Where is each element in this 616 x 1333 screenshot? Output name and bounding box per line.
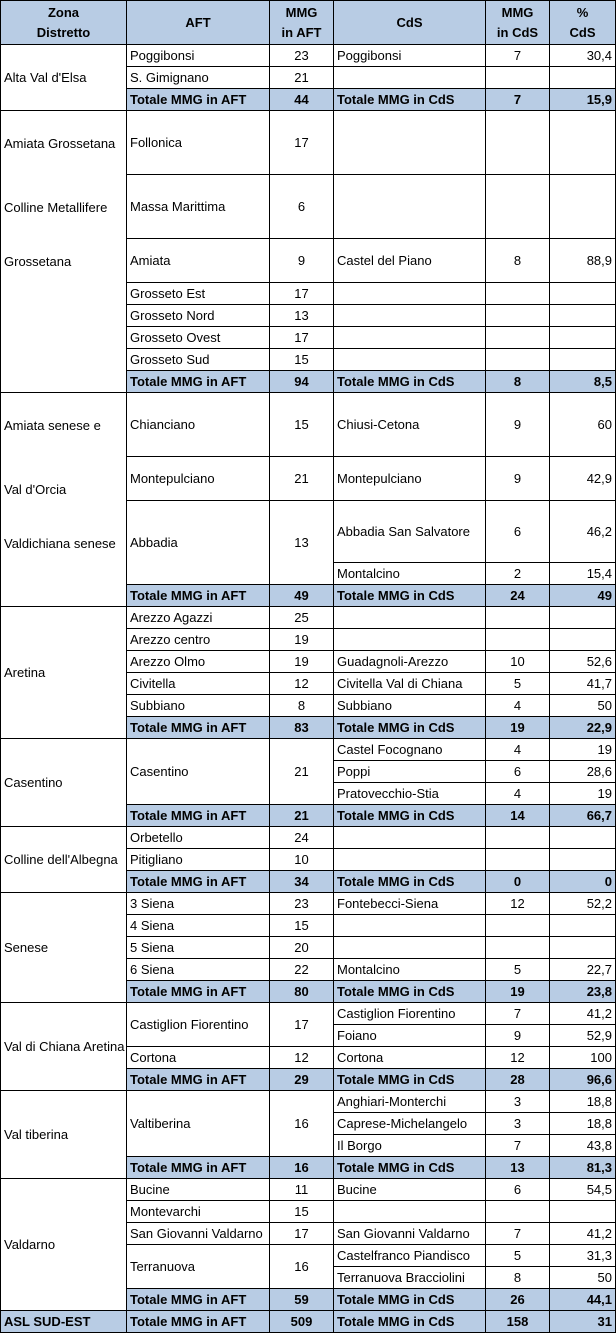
aft-name: Castiglion Fiorentino — [127, 1003, 270, 1047]
mmg-cds-value: 2 — [486, 563, 550, 585]
total-cds-label: Totale MMG in CdS — [334, 805, 486, 827]
mmg-aft-value: 13 — [270, 305, 334, 327]
table-row — [1, 1179, 616, 1201]
cds-name: Abbadia San Salvatore — [334, 501, 486, 563]
zona-name: Colline Metallifere — [4, 199, 108, 215]
pct-cds-value: 88,9 — [550, 239, 616, 283]
total-cds-label: Totale MMG in CdS — [334, 371, 486, 393]
pct-cds-value: 41,2 — [550, 1003, 616, 1025]
mmg-cds-value: 3 — [486, 1113, 550, 1135]
mmg-aft-value: 21 — [270, 739, 334, 805]
total-cds-label: Totale MMG in CdS — [334, 1289, 486, 1311]
pct-cds-value: 28,6 — [550, 761, 616, 783]
header-pct-cds — [550, 1, 616, 45]
total-pct-cds: 0 — [550, 871, 616, 893]
zona-cell — [1, 1003, 127, 1091]
cds-name: Montepulciano — [334, 457, 486, 501]
pct-cds-value: 52,2 — [550, 893, 616, 915]
cds-name: Pratovecchio-Stia — [334, 783, 486, 805]
table-body — [1, 1, 616, 1333]
total-mmg-cds: 0 — [486, 871, 550, 893]
grand-aft-label: Totale MMG in AFT — [127, 1311, 270, 1333]
cds-name — [334, 1201, 486, 1223]
zona-cell — [1, 45, 127, 111]
aft-name: Arezzo Agazzi — [127, 607, 270, 629]
header-row — [1, 1, 616, 45]
zona-name: Casentino — [4, 775, 63, 790]
mmg-cds-value: 6 — [486, 501, 550, 563]
aft-name: 6 Siena — [127, 959, 270, 981]
header-cds: CdS — [334, 1, 486, 45]
table-row — [1, 45, 616, 67]
total-mmg-cds: 19 — [486, 981, 550, 1003]
mmg-cds-value — [486, 305, 550, 327]
total-mmg-aft: 34 — [270, 871, 334, 893]
total-pct-cds: 66,7 — [550, 805, 616, 827]
aft-name: S. Gimignano — [127, 67, 270, 89]
total-pct-cds: 23,8 — [550, 981, 616, 1003]
cds-name — [334, 349, 486, 371]
total-mmg-aft: 59 — [270, 1289, 334, 1311]
mmg-aft-value: 17 — [270, 1223, 334, 1245]
mmg-cds-value: 9 — [486, 393, 550, 457]
mmg-aft-value: 23 — [270, 893, 334, 915]
pct-cds-value — [550, 305, 616, 327]
cds-name: Poggibonsi — [334, 45, 486, 67]
mmg-cds-value: 5 — [486, 959, 550, 981]
aft-name: Grosseto Sud — [127, 349, 270, 371]
pct-cds-value: 100 — [550, 1047, 616, 1069]
pct-cds-value: 19 — [550, 783, 616, 805]
mmg-aft-value: 11 — [270, 1179, 334, 1201]
total-pct-cds: 81,3 — [550, 1157, 616, 1179]
total-mmg-aft: 44 — [270, 89, 334, 111]
mmg-cds-value: 8 — [486, 239, 550, 283]
total-mmg-aft: 94 — [270, 371, 334, 393]
total-aft-label: Totale MMG in AFT — [127, 371, 270, 393]
mmg-cds-value: 9 — [486, 457, 550, 501]
pct-cds-value: 54,5 — [550, 1179, 616, 1201]
total-aft-label: Totale MMG in AFT — [127, 89, 270, 111]
total-mmg-aft: 29 — [270, 1069, 334, 1091]
header-mmg-aft-line2: in AFT — [281, 24, 322, 40]
mmg-aft-value: 16 — [270, 1091, 334, 1157]
pct-cds-value: 19 — [550, 739, 616, 761]
total-cds-label: Totale MMG in CdS — [334, 717, 486, 739]
zona-name: Aretina — [4, 665, 46, 680]
total-cds-label: Totale MMG in CdS — [334, 1069, 486, 1091]
total-pct-cds: 49 — [550, 585, 616, 607]
mmg-aft-value: 13 — [270, 501, 334, 585]
aft-name: Civitella — [127, 673, 270, 695]
total-mmg-aft: 83 — [270, 717, 334, 739]
mmg-aft-value: 22 — [270, 959, 334, 981]
aft-name: Grosseto Est — [127, 283, 270, 305]
cds-name: Montalcino — [334, 959, 486, 981]
total-mmg-cds: 7 — [486, 89, 550, 111]
mmg-cds-value — [486, 1201, 550, 1223]
total-mmg-aft: 80 — [270, 981, 334, 1003]
zona-cell — [1, 827, 127, 893]
aft-name: Cortona — [127, 1047, 270, 1069]
zona-cell — [1, 111, 127, 393]
pct-cds-value — [550, 349, 616, 371]
total-pct-cds: 8,5 — [550, 371, 616, 393]
cds-name: Chiusi-Cetona — [334, 393, 486, 457]
total-mmg-aft: 49 — [270, 585, 334, 607]
mmg-aft-value: 16 — [270, 1245, 334, 1289]
mmg-aft-value: 12 — [270, 673, 334, 695]
mmg-aft-value: 17 — [270, 327, 334, 349]
mmg-cds-value: 5 — [486, 1245, 550, 1267]
aft-name: Amiata — [127, 239, 270, 283]
table-row — [1, 1091, 616, 1113]
total-aft-label: Totale MMG in AFT — [127, 805, 270, 827]
table-row — [1, 111, 616, 175]
cds-name — [334, 629, 486, 651]
aft-name: Chianciano — [127, 393, 270, 457]
aft-name: Grosseto Nord — [127, 305, 270, 327]
mmg-cds-value — [486, 283, 550, 305]
zona-cell — [1, 607, 127, 739]
aft-name: Orbetello — [127, 827, 270, 849]
aft-name: Grosseto Ovest — [127, 327, 270, 349]
cds-name — [334, 327, 486, 349]
cds-name: Castel del Piano — [334, 239, 486, 283]
mmg-aft-value: 15 — [270, 1201, 334, 1223]
mmg-aft-value: 17 — [270, 1003, 334, 1047]
mmg-aft-value: 19 — [270, 629, 334, 651]
aft-name: Abbadia — [127, 501, 270, 585]
pct-cds-value: 43,8 — [550, 1135, 616, 1157]
mmg-cds-value: 4 — [486, 783, 550, 805]
zona-name: Valdarno — [4, 1237, 56, 1252]
grand-label: ASL SUD-EST — [1, 1311, 127, 1333]
total-cds-label: Totale MMG in CdS — [334, 871, 486, 893]
total-cds-label: Totale MMG in CdS — [334, 89, 486, 111]
total-mmg-cds: 19 — [486, 717, 550, 739]
total-pct-cds: 22,9 — [550, 717, 616, 739]
aft-name: 3 Siena — [127, 893, 270, 915]
aft-name: Valtiberina — [127, 1091, 270, 1157]
grand-total-row — [1, 1311, 616, 1333]
header-zona-line2: Distretto — [36, 24, 91, 40]
mmg-cds-value: 10 — [486, 651, 550, 673]
header-pct-line1: % — [576, 4, 589, 20]
mmg-aft-value: 23 — [270, 45, 334, 67]
mmg-aft-value: 15 — [270, 349, 334, 371]
mmg-aft-value: 25 — [270, 607, 334, 629]
mmg-cds-value — [486, 827, 550, 849]
cds-name: Anghiari-Monterchi — [334, 1091, 486, 1113]
mmg-cds-value: 7 — [486, 1003, 550, 1025]
mmg-cds-value — [486, 349, 550, 371]
pct-cds-value: 41,7 — [550, 673, 616, 695]
aft-name: San Giovanni Valdarno — [127, 1223, 270, 1245]
mmg-cds-value — [486, 175, 550, 239]
pct-cds-value — [550, 937, 616, 959]
cds-name: Civitella Val di Chiana — [334, 673, 486, 695]
cds-name: Castiglion Fiorentino — [334, 1003, 486, 1025]
mmg-cds-value: 12 — [486, 893, 550, 915]
pct-cds-value — [550, 915, 616, 937]
mmg-aft-value: 15 — [270, 393, 334, 457]
pct-cds-value: 52,6 — [550, 651, 616, 673]
mmg-cds-value: 12 — [486, 1047, 550, 1069]
table-row — [1, 893, 616, 915]
zona-cell — [1, 739, 127, 827]
header-mmg-cds-line2: in CdS — [496, 24, 539, 40]
cds-name: Foiano — [334, 1025, 486, 1047]
pct-cds-value — [550, 67, 616, 89]
aft-name: Montevarchi — [127, 1201, 270, 1223]
header-mmg-aft-line1: MMG — [285, 4, 318, 20]
total-mmg-cds: 8 — [486, 371, 550, 393]
total-aft-label: Totale MMG in AFT — [127, 981, 270, 1003]
aft-name: Arezzo Olmo — [127, 651, 270, 673]
header-mmg-cds — [486, 1, 550, 45]
total-mmg-cds: 14 — [486, 805, 550, 827]
pct-cds-value — [550, 607, 616, 629]
aft-name: Pitigliano — [127, 849, 270, 871]
pct-cds-value: 60 — [550, 393, 616, 457]
mmg-cds-value: 7 — [486, 45, 550, 67]
mmg-aft-value: 17 — [270, 111, 334, 175]
mmg-aft-value: 10 — [270, 849, 334, 871]
mmg-cds-value — [486, 937, 550, 959]
cds-name: Cortona — [334, 1047, 486, 1069]
pct-cds-value — [550, 111, 616, 175]
total-mmg-cds: 28 — [486, 1069, 550, 1091]
pct-cds-value — [550, 327, 616, 349]
total-aft-label: Totale MMG in AFT — [127, 1069, 270, 1091]
mmg-cds-value — [486, 111, 550, 175]
total-mmg-cds: 26 — [486, 1289, 550, 1311]
cds-name — [334, 937, 486, 959]
mmg-cds-value: 4 — [486, 695, 550, 717]
aft-name: 5 Siena — [127, 937, 270, 959]
zona-name: Amiata senese e — [4, 417, 101, 433]
mmg-aft-value: 21 — [270, 457, 334, 501]
total-pct-cds: 44,1 — [550, 1289, 616, 1311]
aft-name: Poggibonsi — [127, 45, 270, 67]
aft-name: Arezzo centro — [127, 629, 270, 651]
mmg-cds-value — [486, 607, 550, 629]
table-row — [1, 393, 616, 457]
mmg-cds-value — [486, 849, 550, 871]
total-pct-cds: 96,6 — [550, 1069, 616, 1091]
mmg-cds-value: 5 — [486, 673, 550, 695]
pct-cds-value: 15,4 — [550, 563, 616, 585]
zona-cell — [1, 1179, 127, 1311]
pct-cds-value — [550, 629, 616, 651]
aft-name: Casentino — [127, 739, 270, 805]
mmg-cds-value: 7 — [486, 1135, 550, 1157]
grand-mmg-aft: 509 — [270, 1311, 334, 1333]
header-mmg-aft — [270, 1, 334, 45]
mmg-aft-value: 6 — [270, 175, 334, 239]
cds-name: Castel Focognano — [334, 739, 486, 761]
total-mmg-cds: 13 — [486, 1157, 550, 1179]
cds-name: Bucine — [334, 1179, 486, 1201]
total-mmg-cds: 24 — [486, 585, 550, 607]
mmg-aft-value: 17 — [270, 283, 334, 305]
total-cds-label: Totale MMG in CdS — [334, 981, 486, 1003]
pct-cds-value — [550, 283, 616, 305]
grand-cds-label: Totale MMG in CdS — [334, 1311, 486, 1333]
zona-name: Val di Chiana Aretina — [4, 1039, 125, 1054]
pct-cds-value: 31,3 — [550, 1245, 616, 1267]
mmg-aft-value: 15 — [270, 915, 334, 937]
cds-name — [334, 67, 486, 89]
pct-cds-value: 42,9 — [550, 457, 616, 501]
pct-cds-value — [550, 1201, 616, 1223]
total-cds-label: Totale MMG in CdS — [334, 585, 486, 607]
mmg-aft-value: 8 — [270, 695, 334, 717]
cds-name — [334, 827, 486, 849]
zona-name: Senese — [4, 940, 49, 955]
header-zona — [1, 1, 127, 45]
total-pct-cds: 15,9 — [550, 89, 616, 111]
zona-name: Val tiberina — [4, 1127, 69, 1142]
mmg-cds-value: 4 — [486, 739, 550, 761]
pct-cds-value — [550, 849, 616, 871]
aft-name: Massa Marittima — [127, 175, 270, 239]
aft-name: Terranuova — [127, 1245, 270, 1289]
total-aft-label: Totale MMG in AFT — [127, 871, 270, 893]
zona-cell — [1, 893, 127, 1003]
total-mmg-aft: 21 — [270, 805, 334, 827]
zona-name: Grossetana — [4, 253, 72, 269]
cds-name: Poppi — [334, 761, 486, 783]
cds-name: San Giovanni Valdarno — [334, 1223, 486, 1245]
mmg-cds-value — [486, 327, 550, 349]
header-aft: AFT — [127, 1, 270, 45]
cds-name — [334, 175, 486, 239]
pct-cds-value — [550, 827, 616, 849]
cds-name: Guadagnoli-Arezzo — [334, 651, 486, 673]
mmg-aft-value: 19 — [270, 651, 334, 673]
pct-cds-value — [550, 175, 616, 239]
cds-name: Castelfranco Piandisco — [334, 1245, 486, 1267]
total-aft-label: Totale MMG in AFT — [127, 1289, 270, 1311]
table-row — [1, 1003, 616, 1025]
cds-name — [334, 849, 486, 871]
mmg-aft-value: 9 — [270, 239, 334, 283]
table-row — [1, 739, 616, 761]
total-mmg-aft: 16 — [270, 1157, 334, 1179]
mmg-aft-value: 21 — [270, 67, 334, 89]
mmg-cds-value: 6 — [486, 1179, 550, 1201]
pct-cds-value: 22,7 — [550, 959, 616, 981]
cds-name — [334, 915, 486, 937]
mmg-cds-value — [486, 915, 550, 937]
cds-name — [334, 283, 486, 305]
mmg-cds-value: 8 — [486, 1267, 550, 1289]
grand-mmg-cds: 158 — [486, 1311, 550, 1333]
cds-name: Fontebecci-Siena — [334, 893, 486, 915]
aft-name: Follonica — [127, 111, 270, 175]
pct-cds-value: 30,4 — [550, 45, 616, 67]
mmg-cds-value — [486, 67, 550, 89]
mmg-cds-value: 6 — [486, 761, 550, 783]
cds-name — [334, 607, 486, 629]
total-cds-label: Totale MMG in CdS — [334, 1157, 486, 1179]
mmg-cds-value — [486, 629, 550, 651]
cds-name: Caprese-Michelangelo — [334, 1113, 486, 1135]
table-row — [1, 827, 616, 849]
zona-name: Valdichiana senese — [4, 535, 116, 551]
zona-name: Colline dell'Albegna — [4, 852, 118, 867]
header-pct-line2: CdS — [569, 24, 596, 40]
aft-name: 4 Siena — [127, 915, 270, 937]
mmg-cds-value: 3 — [486, 1091, 550, 1113]
table-row — [1, 607, 616, 629]
total-aft-label: Totale MMG in AFT — [127, 1157, 270, 1179]
zona-cell — [1, 1091, 127, 1179]
header-zona-line1: Zona — [47, 4, 80, 20]
mmg-aft-value: 24 — [270, 827, 334, 849]
total-aft-label: Totale MMG in AFT — [127, 585, 270, 607]
pct-cds-value: 18,8 — [550, 1113, 616, 1135]
aft-name: Subbiano — [127, 695, 270, 717]
cds-name — [334, 305, 486, 327]
pct-cds-value: 50 — [550, 1267, 616, 1289]
zona-name: Amiata Grossetana — [4, 135, 116, 151]
pct-cds-value: 50 — [550, 695, 616, 717]
aft-name: Bucine — [127, 1179, 270, 1201]
cds-name: Montalcino — [334, 563, 486, 585]
cds-name: Terranuova Bracciolini — [334, 1267, 486, 1289]
pct-cds-value: 52,9 — [550, 1025, 616, 1047]
header-mmg-cds-line1: MMG — [501, 4, 534, 20]
mmg-cds-value: 9 — [486, 1025, 550, 1047]
cds-name — [334, 111, 486, 175]
mmg-cds-value: 7 — [486, 1223, 550, 1245]
pct-cds-value: 18,8 — [550, 1091, 616, 1113]
zona-name: Alta Val d'Elsa — [4, 70, 87, 85]
total-aft-label: Totale MMG in AFT — [127, 717, 270, 739]
mmg-aft-value: 20 — [270, 937, 334, 959]
pct-cds-value: 41,2 — [550, 1223, 616, 1245]
grand-pct-cds: 31 — [550, 1311, 616, 1333]
mmg-aft-value: 12 — [270, 1047, 334, 1069]
cds-name: Il Borgo — [334, 1135, 486, 1157]
zona-name: Val d'Orcia — [4, 481, 67, 497]
pct-cds-value: 46,2 — [550, 501, 616, 563]
aft-name: Montepulciano — [127, 457, 270, 501]
cds-name: Subbiano — [334, 695, 486, 717]
zona-cell — [1, 393, 127, 607]
